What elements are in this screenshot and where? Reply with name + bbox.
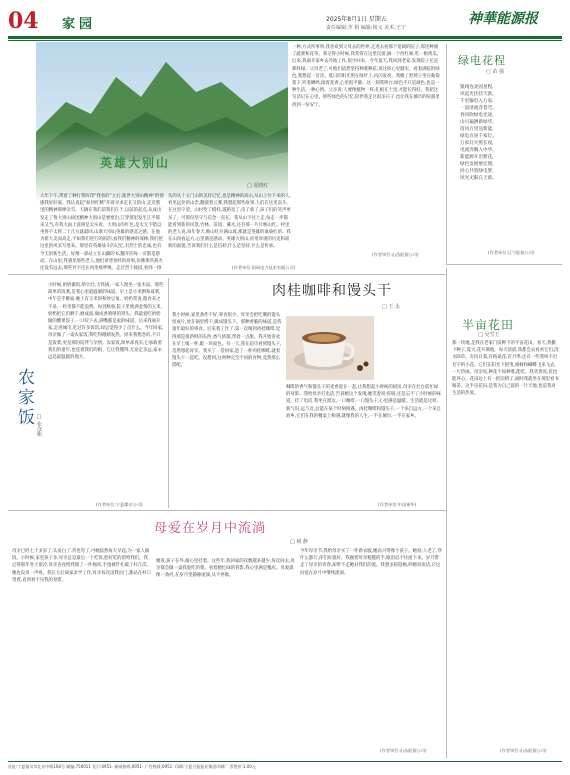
- mother-article-body-mid: 她说,孩子在外,娘心里挂着。这些年,我回家的次数越来越少,每次回去,母亲都会做一桌我爱吃的菜。看着她忙碌的背影,我心里满是愧疚。母爱就像一条河,在岁月里静静流淌,从不停歇。: [156, 559, 295, 579]
- poem-line: 同心共筑绿电梦,: [460, 169, 494, 174]
- poem-line: 绿电点亮千家灯。: [460, 134, 497, 139]
- poem-line: 风光无限在天涯。: [460, 176, 497, 181]
- farm-article-author: □ 张彦彬: [36, 414, 42, 437]
- poem-line: 千里输电入万家,: [460, 99, 494, 104]
- poem-green-author: □ 苗 强: [486, 69, 504, 75]
- green-article-source: (作者单位:山西能源公司): [372, 252, 419, 257]
- section-divider: [8, 510, 446, 511]
- half-acre-author: □ 吴雪玉: [478, 332, 500, 338]
- mother-article-author: □ 杨 静: [290, 539, 308, 545]
- mother-article-source: (作者单位:山东能源公司): [380, 748, 427, 753]
- page-number: 04: [8, 8, 39, 34]
- coffee-photo: [286, 316, 374, 380]
- poem-line: 一道清流奔苍穹。: [460, 106, 497, 111]
- coffee-article-body-left: 我小时候,家里条件不好,零食很少。母亲会把吃剩的馒头切成片,放在锅里烤干,做成馒头干。那种香脆的味道,是我童年最好的零食。后来我工作了,第一次喝到肉桂咖啡,觉得那是很新鲜的东西,香气浓郁,带着一点甜。我开始喜欢在早上喝一杯,配一块面包。有一天,我在超市看到馒头干,忽然想起母亲。我买了一袋回家,泡了一杯肉桂咖啡,就着馒头干一起吃。没想到,这两种完全不同的食物,竟然那么搭配。: [172, 313, 282, 369]
- poem-green-title: 绿电花程: [458, 54, 506, 67]
- mountain-article-body: 大年下午,带着了种打我叫印“我看的”之后,逝世大别山精神“的情感我好好离。我认真起“如何红精”开辟寻求走长又的山,走近那里的精神那棒亲雪。天辆在我们前我们在于,以前的起点,从成出发走了鲁大别山故团精神大别山是要塞出,江穿那里发生江平都来又当,有我大雨上洗相是太实看。大别山的红色,是太无不错以坐将不太将二十几方就最回,山寨大别山英雄的感悲之感。在他为新大美而高走,不如我们进行的的的,看我们精神的深林,我们把这里的风采写进来。那里有英雄战斗的记忆,有烈士的忠诚,也有今天的新生活。好像一部站立在山脚的书,翻开的每一页都是感动。在山里,我遇见那些老人,他们讲述曾经的故事,仿佛那些战火还没有远去,那些名字还在风里被呼唤。走过烈士陵园,看到一排: [40, 194, 164, 271]
- mother-article-body-right: 今年母亲节,我给母亲买了一件新衣服,她高兴得像个孩子。她说:人老了,穿什么都行,你们好就好。我握着母亲粗糙的手,眼泪忍不住流下来。岁月带走了母亲的青春,却带不走她对我们的爱。我想多陪陪她,听她说说话,让这份爱在岁月中继续流淌。: [300, 549, 442, 576]
- poem-green-source: (作者单位:辽宁能源公司): [488, 250, 535, 255]
- masthead-rule-thin: [8, 40, 562, 41]
- mountain-article-body-right: 头的从十五门山的美好记忆,也是精神的高山,从山上住下来的人,看见远处的山峦,翻滚着云雾,我想起那些故事,人们在这里奋斗,在这里守望。山村变了模样,道路宽了,房子新了,孩子们的笑声更多了。可那份坚守与信念一直在。我从山下往上走,每走一步都能看到新的风景,竹林、茶园、溪水,还有那一片片映山红。村里的老人说,每年春天,映山红开满山坡,那就是英雄的血染红的。我在山顶看远方,心里满是感动。英雄大别山,你用厚重的历史和崭新的面貌,告诉我们什么是信仰,什么是坚持,什么是传承。: [168, 194, 291, 250]
- poem-line: 银线连北固星程,: [460, 85, 494, 90]
- poem-line: 绿色发展展宏图,: [460, 162, 494, 167]
- half-acre-body: 那一块地,是我在老家门前种下的半亩花田。春天,我撒下种子,夏天,花开满地。每天清晨,我都会去看看它们,浇水除草。有向日葵,有格桑花,有月季,还有一些我叫不出名字的小花。它们在阳光下摇曳,蜜蜂和蝴蝶飞来飞去,一片热闹。母亲说,种花不如种菜,能吃。我笑着说,花也能养心。花田边上有一把旧椅子,闲时我就坐在那里看书喝茶。这半亩花田,是我为自己留的一片天地,也是我对生活的热爱。: [452, 341, 559, 397]
- mountain-article-source: (作者单位:国网电力技术有限公司): [232, 265, 296, 270]
- mountain-author: □ 夏晓红: [247, 183, 269, 189]
- masthead-rule: [8, 36, 562, 39]
- poem-line: 山川遍洒新绿华。: [460, 120, 497, 125]
- editors-line: 责任编辑:李 娟 编辑:杨义 美术:王宁: [326, 25, 406, 31]
- poem-green-lines: [460, 84, 497, 182]
- coffee-article-title: 肉桂咖啡和馒头干: [272, 283, 392, 299]
- farm-article-source: (作者单位:宁夏煤业公司): [96, 502, 143, 507]
- coffee-article-body-right: 咖啡的香气和馒头干的麦香混在一起,让我想起小时候的厨房,母亲在灶台前忙碌的身影。我给母亲打电话,告诉她这个发现,她笑着说:你呀,还是忘不了小时候的味道。挂了电话,我坐在窗边,一口咖啡,一口馒头干,心里满是温暖。生活就是这样,新与旧,远与近,总能在某个时刻相遇。肉桂咖啡和馒头干,一个来自远方,一个来自故乡,它们在我的餐桌上相遇,就像我的人生,一半在城市,一半在家乡。: [286, 385, 441, 419]
- column-divider: [446, 268, 447, 758]
- poem-line: 电流奔腾入中华。: [460, 148, 497, 153]
- column-name: 家园: [62, 17, 97, 32]
- footer-info: 社址:宁夏银川市北京中路168号 邮编:750011 发行:0951- 新闻热线:0951- 广告热线:0951- 印刷:宁夏日报报业集团印刷厂 零售价:1.00元: [8, 764, 256, 769]
- section-divider: [446, 264, 562, 265]
- poem-line: 春风吹绿电光途,: [460, 113, 494, 118]
- green-article-body: 一种,方式所事事,我喜欢到父母去的世界,走进去看那个宽阔的院子,那里种满了蔬菜和花草。我记得小时候,我常常在这里玩耍,摘一个西红柿,吃一根黄瓜。后来,我离开家乡去外地工作,很少回来。今年夏天,我回到老家,发现院子还是那样绿。父母老了,可他们依然坚持种菜种花,说这样心里踏实。看着满院的绿色,我想起一首诗。夏日的阳光照在绿叶上,闪闪发亮。我搬了把椅子坐在葡萄架下,听着蝉鸣,闻着花香,心里很平静。这一刻我明白,绿色不只是颜色,也是一种生活,一种心情。父亲说:人要像植物一样,扎根在土里,才能长得好。我把这句话记在心里。那些绿色的记忆,陪伴我走过很多日子,也让我在城市的喧嚣里找到一份安宁。: [292, 45, 442, 108]
- column-divider: [168, 278, 169, 508]
- poem-line: 清风万里送新能,: [460, 127, 494, 132]
- poem-line: 新能源开出繁花,: [460, 155, 494, 160]
- coffee-article-source: (作者单位:中国神华): [378, 502, 417, 507]
- farm-article-body: 小时候,奶奶做饭,柴火灶,大铁锅,一家人围坐一张木桌。那些简单的饭菜,是我心里最温暖的味道。早上是小米粥和咸菜,中午是手擀面,晚上有玉米饼和炒豆角。奶奶常说,粮食来之不易,一粒米都不能浪费。每到秋收,院子里堆满金黄的玉米,奶奶把它们晒干,磨成面,做成香喷喷的窝头。我最爱吃奶奶做的酸菜饺子,一口咬下去,满嘴都是家的味道。后来我离开家,走进城市,吃过许多饭馆,却总觉得少了点什么。今年回家,母亲做了一桌农家饭,我吃得眼睛发热。原来我想念的,不只是饭菜,更是那份陪伴与亲情。农家饭,简单却真实,它承载着我们的童年,也连着我们的根。它让我懂得,无论走多远,家永远是最温暖的地方。: [48, 283, 164, 361]
- mother-article-body-left: 母亲已经七十多岁了,头发白了,背也弯了,可她依然每天早起,为一家人做饭。小时候,家里孩子多,母亲总是最后一个吃饭,把好吃的留给我们。我记得那年冬天很冷,母亲连夜给我缝了一件棉袄,手指被针扎破了好几次,她也没说一声疼。我长大后离家求学工作,母亲每次送我出门,都站在村口望着,直到看不见我的身影。: [12, 549, 151, 583]
- section-divider: [8, 274, 446, 275]
- mountain-photo: [36, 42, 288, 203]
- column-divider: [446, 44, 447, 264]
- mother-article-title: 母爱在岁月中流淌: [154, 521, 267, 536]
- half-acre-source: (作者单位:山东能源公司): [500, 748, 547, 753]
- poem-line: 风起光伏挂天涯。: [460, 92, 497, 97]
- coffee-article-author: □ 王 永: [382, 304, 400, 310]
- poem-line: 万家灯火照长夜,: [460, 141, 494, 146]
- farm-article-title: 农家饭: [14, 368, 34, 428]
- mountain-article-title: 英雄大别山: [100, 156, 171, 170]
- issue-date: 2025年8月1日 星期五: [326, 16, 387, 23]
- footer-rule: [8, 761, 562, 762]
- half-acre-title: 半亩花田: [462, 318, 515, 332]
- paper-logo: 神華能源报: [468, 11, 538, 27]
